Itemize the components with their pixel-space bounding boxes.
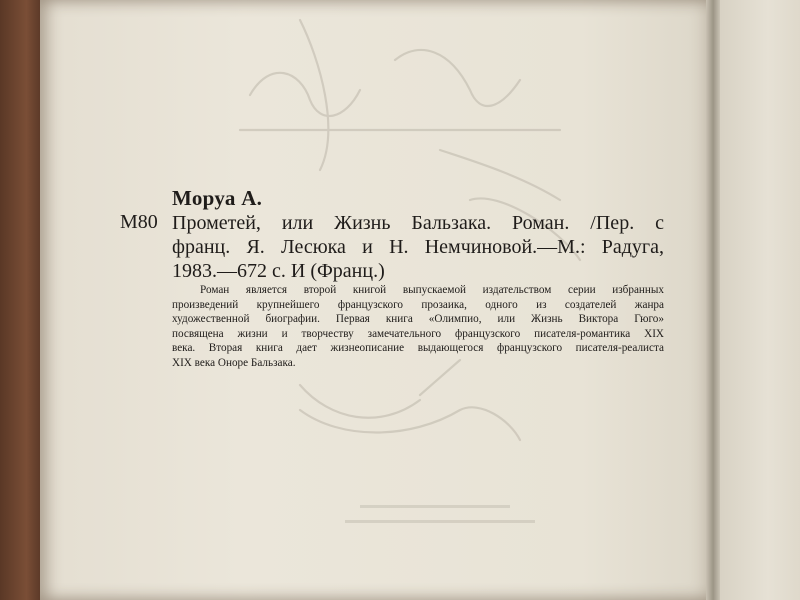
- subject-code: И (Франц.): [290, 260, 385, 282]
- entry-line: Прометей, или Жизнь Бальзака. Роман. /Пер. с: [172, 212, 664, 234]
- entry-last-line: [172, 259, 664, 283]
- annotation-line: посвящена жизни и творчеству замечательного французского писателя-романтика XIX: [172, 327, 664, 340]
- annotation-line: века. Вторая книга дает жизнеописание выдающегося французского писателя-реалиста: [172, 342, 664, 355]
- publication-year-pages: 1983.—672 с.: [172, 260, 286, 282]
- entry-line: франц. Я. Лесюка и Н. Немчиновой.—М.: Радуга,: [172, 236, 664, 258]
- facing-page: [720, 0, 800, 600]
- annotation-line: Роман является второй книгой выпускаемой издательством серии избранных: [200, 284, 664, 296]
- annotation-line: произведений крупнейшего французского прозаика, одного из создателей жанра: [172, 298, 664, 311]
- author-heading: Моруа А.: [172, 186, 263, 210]
- annotation-line: XIX века Оноре Бальзака.: [172, 356, 296, 369]
- annotation-line: художественной биографии. Первая книга «Олимпио, или Жизнь Виктора Гюго»: [172, 313, 664, 326]
- annotation-paragraph: [172, 283, 664, 371]
- call-number: М80: [120, 211, 158, 233]
- bibliographic-entry: [172, 211, 664, 283]
